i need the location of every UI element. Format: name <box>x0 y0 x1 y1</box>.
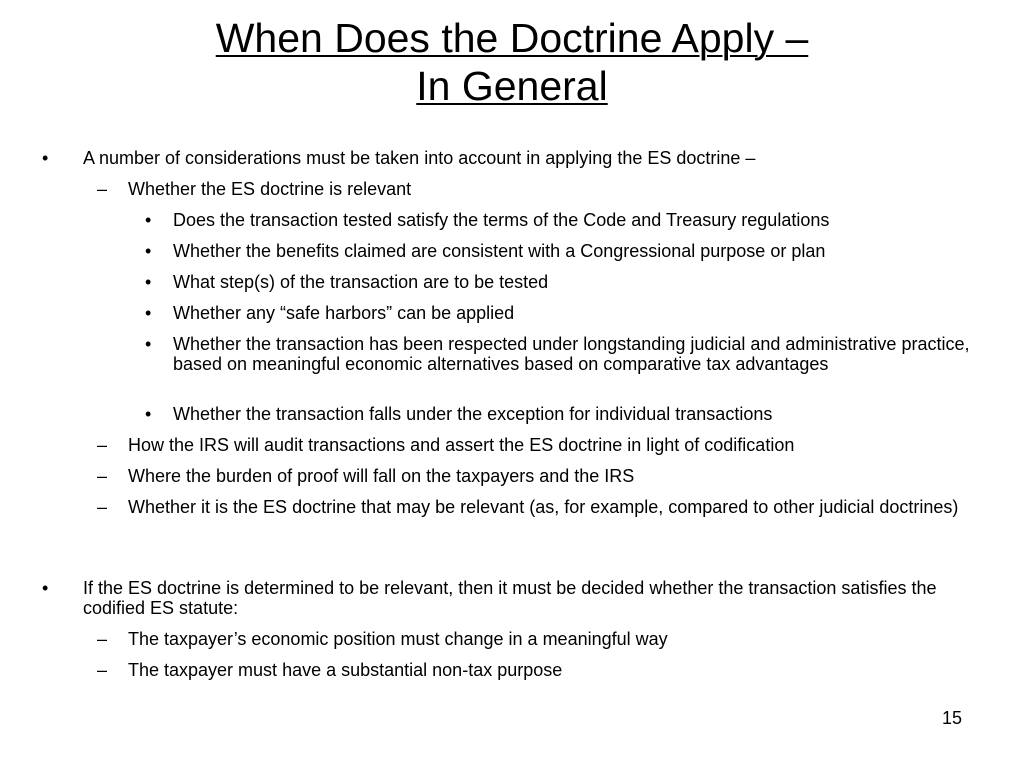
bullet-text: The taxpayer’s economic position must change in a meaningful way <box>128 629 668 649</box>
title-line-2: In General <box>416 63 608 109</box>
bullet-text: How the IRS will audit transactions and assert the ES doctrine in light of codification <box>128 435 795 455</box>
bullet-marker: • <box>145 241 152 261</box>
bullet-text: The taxpayer must have a substantial non-tax purpose <box>128 660 563 680</box>
bullet-text: Whether any “safe harbors” can be applied <box>173 303 515 323</box>
bullet-text: If the ES doctrine is determined to be relevant, then it must be decided whether the transaction satisfies the codified ES statute: <box>83 578 937 618</box>
page-number: 15 <box>941 708 962 728</box>
bullet-marker: • <box>145 272 152 292</box>
bullet-marker: • <box>145 210 152 230</box>
bullet-marker: • <box>145 334 152 354</box>
dash-marker: – <box>97 497 108 517</box>
dash-marker: – <box>97 660 108 680</box>
bullet-text: Does the transaction tested satisfy the terms of the Code and Treasury regulations <box>173 210 830 230</box>
bullet-text: A number of considerations must be taken into account in applying the ES doctrine – <box>83 148 756 168</box>
dash-marker: – <box>97 629 108 649</box>
bullet-marker: • <box>145 404 152 424</box>
bullet-text: Whether the transaction falls under the exception for individual transactions <box>173 404 773 424</box>
bullet-text: Whether the transaction has been respected under longstanding judicial and administrative practice, based on meaningful economic alternatives based on comparative tax advantages <box>173 334 970 374</box>
dash-marker: – <box>97 179 108 199</box>
bullet-marker: • <box>145 303 152 323</box>
bullet-text: Where the burden of proof will fall on the taxpayers and the IRS <box>128 466 635 486</box>
dash-marker: – <box>97 435 108 455</box>
bullet-text: Whether it is the ES doctrine that may be relevant (as, for example, compared to other judicial doctrines) <box>128 497 959 517</box>
bullet-text: Whether the benefits claimed are consistent with a Congressional purpose or plan <box>173 241 826 261</box>
bullet-marker: • <box>42 148 49 168</box>
dash-marker: – <box>97 466 108 486</box>
title-line-1: When Does the Doctrine Apply – <box>215 15 809 61</box>
bullet-text: What step(s) of the transaction are to be tested <box>173 272 549 292</box>
bullet-text: Whether the ES doctrine is relevant <box>128 179 412 199</box>
bullet-marker: • <box>42 578 49 598</box>
slide-title <box>0 14 1024 110</box>
